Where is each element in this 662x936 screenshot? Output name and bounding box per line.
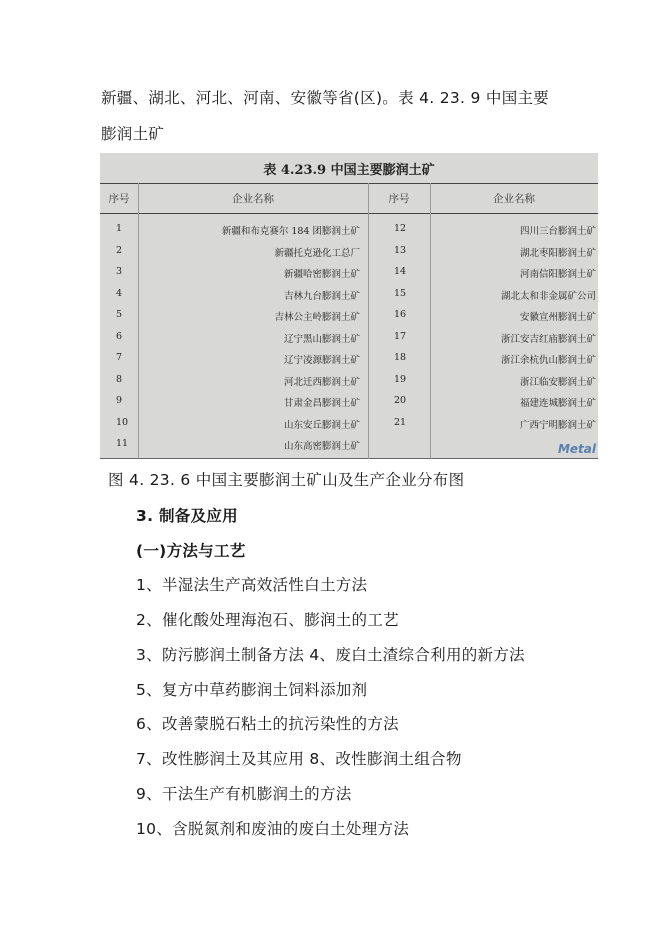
table-cell: 6 xyxy=(116,330,123,342)
table-cell: 河南信阳膨润土矿 xyxy=(519,269,596,280)
table-cell: 辽宁凌源膨润土矿 xyxy=(283,355,360,366)
table-cell: 18 xyxy=(394,352,407,363)
table-cell: 17 xyxy=(394,330,407,342)
table-top-rule xyxy=(100,183,598,184)
table-cell: 20 xyxy=(394,395,407,406)
table-cell: 安徽宣州膨润土矿 xyxy=(519,312,596,323)
table-cell: 21 xyxy=(394,416,407,428)
table-cell: 12 xyxy=(394,223,407,234)
header-company-right: 企业名称 xyxy=(493,193,535,205)
method-list-item: 3、防污膨润土制备方法 4、废白土渣综合利用的新方法 xyxy=(136,646,525,664)
method-list-item: 2、催化酸处理海泡石、膨润土的工艺 xyxy=(136,611,399,629)
header-seq-right: 序号 xyxy=(388,193,410,205)
method-list-item: 9、干法生产有机膨润土的方法 xyxy=(136,785,352,803)
table-cell: 3 xyxy=(116,266,123,277)
table-cell: 甘肃金昌膨润土矿 xyxy=(283,398,360,409)
table-cell: 4 xyxy=(116,287,123,299)
col-divider xyxy=(430,183,431,459)
table-cell: 新疆和布克赛尔 184 团膨润土矿 xyxy=(221,226,360,237)
intro-line-2: 膨润土矿 xyxy=(101,125,165,143)
table-cell: 1 xyxy=(116,223,123,234)
table-cell: 19 xyxy=(394,373,407,385)
table-cell: 浙江安吉红庙膨润土矿 xyxy=(500,333,596,345)
table-cell: 7 xyxy=(116,352,123,363)
metal-watermark: Metal xyxy=(557,442,596,456)
table-cell: 浙江余杭仇山膨润土矿 xyxy=(500,355,596,366)
method-list-item: 10、含脱氮剂和废油的废白土处理方法 xyxy=(136,820,410,838)
table-cell: 四川三台膨润土矿 xyxy=(519,226,596,237)
table-caption: 表 4.23.9 中国主要膨润土矿 xyxy=(263,163,435,178)
table-cell: 8 xyxy=(116,373,123,385)
table-cell: 山东安丘膨润土矿 xyxy=(283,419,360,431)
table-cell: 湖北枣阳膨润土矿 xyxy=(519,247,596,259)
table-cell: 新疆托克逊化工总厂 xyxy=(274,247,360,259)
table-cell: 2 xyxy=(116,244,123,256)
figure-caption: 图 4. 23. 6 中国主要膨润土矿山及生产企业分布图 xyxy=(108,471,465,489)
method-list-item: 5、复方中草药膨润土饲料添加剂 xyxy=(136,681,368,699)
table-cell: 福建连城膨润土矿 xyxy=(519,398,596,409)
header-company-left: 企业名称 xyxy=(232,193,274,205)
col-divider xyxy=(138,183,139,459)
subsection-title: (一)方法与工艺 xyxy=(136,542,246,560)
table-cell: 10 xyxy=(116,416,129,428)
table-cell: 9 xyxy=(116,395,123,406)
table-scan-figure xyxy=(100,153,598,459)
method-list-item: 6、改善蒙脱石粘土的抗污染性的方法 xyxy=(136,715,399,733)
table-cell: 15 xyxy=(394,287,407,299)
table-cell: 13 xyxy=(394,244,407,256)
section-title: 3. 制备及应用 xyxy=(136,507,238,525)
table-cell: 新疆哈密膨润土矿 xyxy=(283,269,360,280)
table-cell: 广西宁明膨润土矿 xyxy=(519,419,596,431)
method-list-item: 1、半湿法生产高效活性白土方法 xyxy=(136,576,368,594)
table-cell: 5 xyxy=(116,309,123,320)
table-cell: 16 xyxy=(394,309,407,320)
table-header-rule xyxy=(100,213,598,214)
table-cell: 山东高密膨润土矿 xyxy=(283,441,360,452)
intro-line-1: 新疆、湖北、河北、河南、安徽等省(区)。表 4. 23. 9 中国主要 xyxy=(101,89,550,107)
table-cell: 14 xyxy=(394,266,407,277)
table-cell: 辽宁黑山膨润土矿 xyxy=(283,333,360,345)
header-seq-left: 序号 xyxy=(108,193,130,205)
method-list-item: 7、改性膨润土及其应用 8、改性膨润土组合物 xyxy=(136,750,462,768)
table-cell: 吉林九台膨润土矿 xyxy=(283,290,360,302)
table-cell: 吉林公主岭膨润土矿 xyxy=(274,312,360,323)
table-cell: 河北迁西膨润土矿 xyxy=(283,376,360,388)
table-bottom-rule xyxy=(100,458,598,459)
col-divider xyxy=(368,183,369,459)
table-cell: 湖北太和非金属矿公司 xyxy=(500,290,596,302)
table-cell: 浙江临安膨润土矿 xyxy=(519,376,596,388)
table-cell: 11 xyxy=(116,438,129,449)
